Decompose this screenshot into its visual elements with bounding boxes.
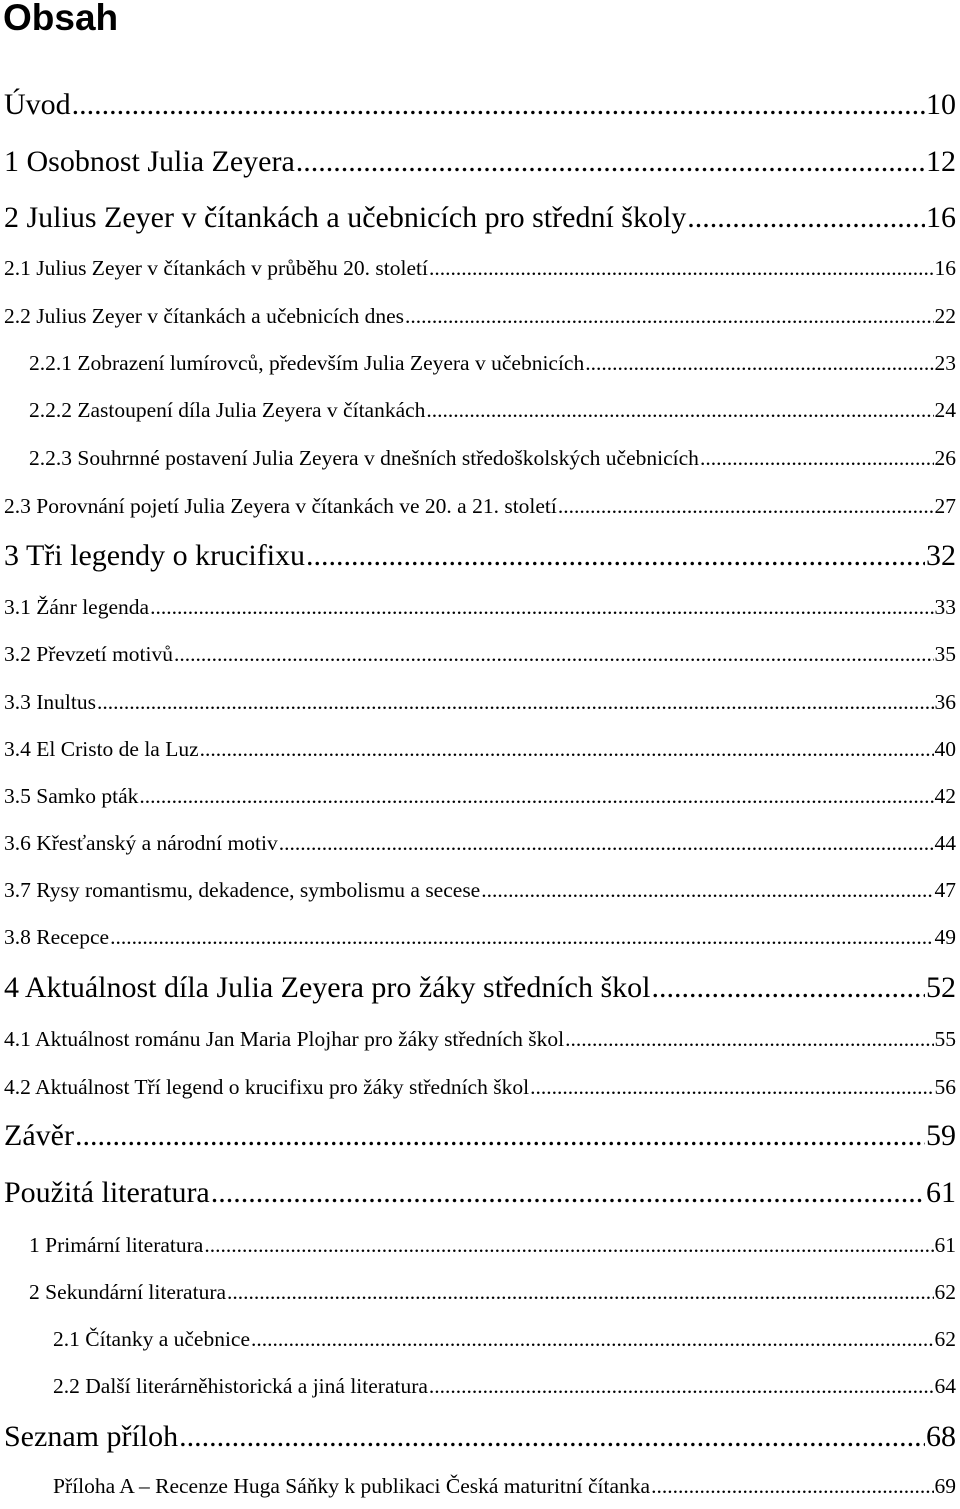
toc-entry-pouzita-literatura[interactable] [4,1176,956,1210]
toc-entry-section-4-2[interactable] [4,1075,956,1100]
toc-entry-label: 3.7 Rysy romantismu, dekadence, symbolismu a secese [4,878,481,902]
toc-entry-label: 3.1 Žánr legenda [4,595,150,619]
toc-entry-uvod[interactable] [4,88,956,122]
dot-leader [687,201,925,235]
toc-entry-label: 2.2.1 Zobrazení lumírovců, především Julia Zeyera v učebnicích [29,351,585,375]
dot-leader [481,878,933,903]
toc-entry-label: Závěr [4,1119,74,1152]
toc-entry-label: Příloha A – Recenze Huga Sáňky k publikaci Česká maturitní čítanka [53,1474,651,1498]
toc-entry-page: 33 [934,595,956,619]
toc-entry-page: 47 [934,878,956,902]
dot-leader [204,1233,933,1258]
toc-entry-page: 42 [934,784,956,808]
toc-entry-label: 2.2.2 Zastoupení díla Julia Zeyera v čítankách [29,398,426,422]
dot-leader [97,690,934,715]
toc-entry-page: 69 [934,1474,956,1498]
toc-entry-page: 49 [934,925,956,949]
toc-entry-label: 3.5 Samko pták [4,784,139,808]
dot-leader [565,1027,933,1052]
toc-entry-chapter-1[interactable] [4,145,956,179]
toc-entry-priloha-a[interactable] [53,1474,956,1499]
toc-entry-label: 4.1 Aktuálnost románu Jan Maria Plojhar pro žáky středních škol [4,1027,565,1051]
toc-entry-sekundarni-literatura[interactable] [29,1280,956,1305]
toc-entry-label: 2.1 Čítanky a učebnice [53,1327,251,1351]
toc-entry-section-3-5[interactable] [4,784,956,809]
toc-entry-seznam-priloh[interactable] [4,1420,956,1454]
toc-entry-page: 62 [934,1327,956,1351]
toc-entry-chapter-4[interactable] [4,971,956,1005]
toc-entry-label: 2.2 Julius Zeyer v čítankách a učebnicích dnes [4,304,404,328]
dot-leader [139,784,933,809]
toc-entry-page: 16 [934,256,956,280]
toc-entry-label: Použitá literatura [4,1176,210,1209]
toc-entry-page: 44 [934,831,956,855]
toc-entry-page: 62 [934,1280,956,1304]
toc-entry-chapter-3[interactable] [4,539,956,573]
dot-leader [306,539,925,573]
toc-entry-section-2-2-2[interactable] [29,398,956,423]
dot-leader [279,831,934,856]
toc-entry-page: 32 [926,539,956,572]
toc-entry-section-3-4[interactable] [4,737,956,762]
dot-leader [585,351,933,376]
dot-leader [429,1374,934,1399]
toc-entry-page: 61 [934,1233,956,1257]
toc-entry-page: 36 [934,690,956,714]
toc-entry-page: 27 [934,494,956,518]
dot-leader [530,1075,933,1100]
toc-entry-section-3-8[interactable] [4,925,956,950]
toc-entry-page: 24 [934,398,956,422]
toc-entry-page: 61 [926,1176,956,1209]
page-title: Obsah [3,0,119,38]
toc-entry-page: 59 [926,1119,956,1152]
dot-leader [110,925,933,950]
dot-leader [429,256,934,281]
toc-entry-label: 2 Sekundární literatura [29,1280,227,1304]
toc-entry-page: 12 [926,145,956,178]
toc-entry-label: 3.3 Inultus [4,690,96,714]
dot-leader [174,642,934,667]
toc-entry-zaver[interactable] [4,1119,956,1153]
toc-entry-section-2-2-1[interactable] [29,351,956,376]
toc-entry-page: 35 [934,642,956,666]
dot-leader [296,145,925,179]
dot-leader [700,446,934,471]
toc-entry-section-2-2-3[interactable] [29,446,956,471]
toc-entry-page: 52 [926,971,956,1004]
toc-entry-section-3-6[interactable] [4,831,956,856]
toc-entry-label: 1 Osobnost Julia Zeyera [4,145,295,178]
toc-entry-page: 40 [934,737,956,761]
toc-entry-label: 3.8 Recepce [4,925,110,949]
dot-leader [179,1420,925,1454]
toc-entry-label: 3.6 Křesťanský a národní motiv [4,831,278,855]
toc-entry-label: 2.2 Další literárněhistorická a jiná literatura [53,1374,428,1398]
dot-leader [426,398,933,423]
toc-entry-page: 68 [926,1420,956,1453]
toc-entry-page: 26 [934,446,956,470]
toc-entry-chapter-2[interactable] [4,201,956,235]
toc-entry-label: 1 Primární literatura [29,1233,204,1257]
toc-entry-label: 3 Tři legendy o krucifixu [4,539,306,572]
toc-entry-primarni-literatura[interactable] [29,1233,956,1258]
dot-leader [558,494,934,519]
toc-entry-section-2-1[interactable] [4,256,956,281]
toc-entry-label: 3.4 El Cristo de la Luz [4,737,199,761]
toc-entry-section-2-3[interactable] [4,494,956,519]
toc-entry-dalsi-literatura[interactable] [53,1374,956,1399]
toc-entry-section-3-1[interactable] [4,595,956,620]
dot-leader [211,1176,925,1210]
dot-leader [227,1280,933,1305]
dot-leader [652,971,925,1005]
toc-entry-citanky-a-ucebnice[interactable] [53,1327,956,1352]
dot-leader [75,1119,925,1153]
toc-entry-page: 55 [934,1027,956,1051]
dot-leader [200,737,934,762]
toc-entry-label: Úvod [4,88,71,121]
toc-entry-label: 3.2 Převzetí motivů [4,642,173,666]
toc-entry-page: 23 [934,351,956,375]
toc-entry-label: Seznam příloh [4,1420,179,1453]
toc-entry-page: 64 [934,1374,956,1398]
toc-entry-section-2-2[interactable] [4,304,956,329]
dot-leader [72,88,925,122]
dot-leader [651,1474,933,1499]
toc-entry-page: 22 [934,304,956,328]
dot-leader [405,304,934,329]
toc-entry-label: 4.2 Aktuálnost Tří legend o krucifixu pro žáky středních škol [4,1075,530,1099]
toc-entry-page: 10 [926,88,956,121]
toc-entry-section-3-7[interactable] [4,878,956,903]
toc-entry-label: 4 Aktuálnost díla Julia Zeyera pro žáky středních škol [4,971,651,1004]
toc-entry-section-3-2[interactable] [4,642,956,667]
toc-entry-section-3-3[interactable] [4,690,956,715]
toc-entry-label: 2 Julius Zeyer v čítankách a učebnicích pro střední školy [4,201,687,234]
toc-entry-label: 2.2.3 Souhrnné postavení Julia Zeyera v dnešních středoškolských učebnicích [29,446,699,470]
toc-entry-label: 2.3 Porovnání pojetí Julia Zeyera v čítankách ve 20. a 21. století [4,494,557,518]
dot-leader [150,595,933,620]
toc-entry-page: 16 [926,201,956,234]
dot-leader [251,1327,933,1352]
toc-entry-page: 56 [934,1075,956,1099]
toc-entry-label: 2.1 Julius Zeyer v čítankách v průběhu 20. století [4,256,428,280]
toc-entry-section-4-1[interactable] [4,1027,956,1052]
